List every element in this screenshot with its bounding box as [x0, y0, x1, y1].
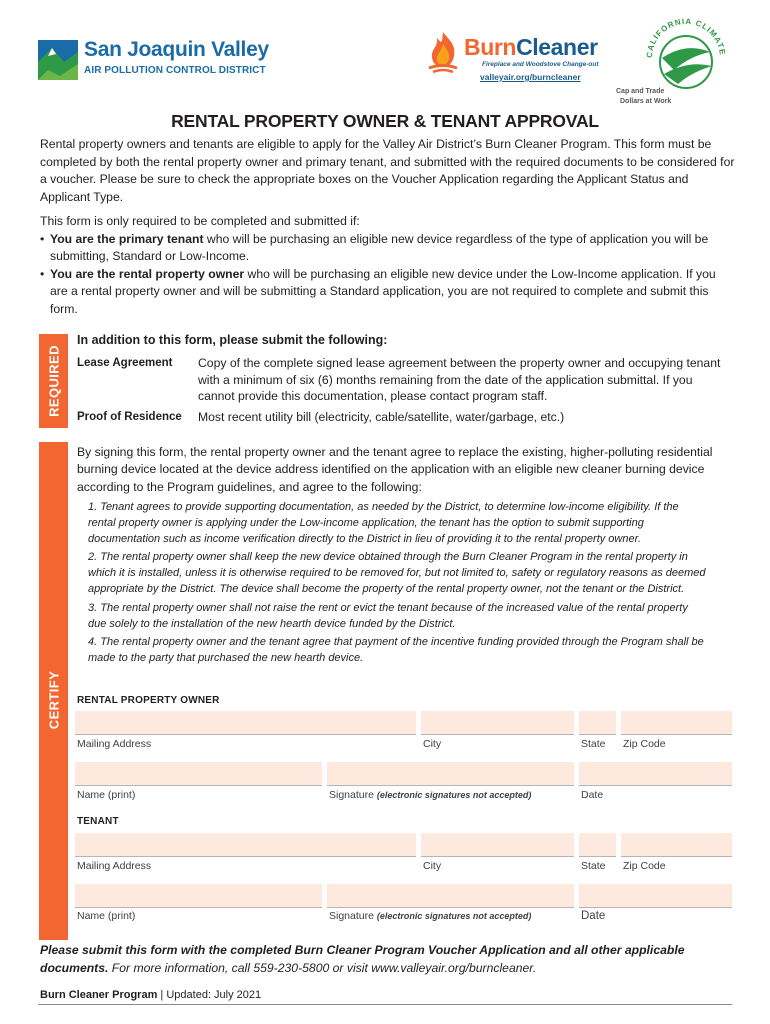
tenant-state-label: State: [581, 860, 606, 872]
certify-band: [39, 442, 68, 940]
owner-date-label: Date: [581, 789, 604, 801]
tenant-name-field[interactable]: [75, 884, 322, 908]
owner-state-field[interactable]: [579, 711, 616, 735]
tenant-mailing-address-field[interactable]: [75, 833, 416, 857]
required-item-text: Most recent utility bill (electricity, cable/satellite, water/garbage, etc.): [198, 410, 565, 424]
owner-section-label: RENTAL PROPERTY OWNER: [77, 695, 220, 706]
owner-mailing-address-field[interactable]: [75, 711, 416, 735]
cci-arc-text: CALIFORNIA CLIMATE: [644, 18, 727, 59]
bullet-item: • You are the rental property owner who will be purchasing an eligible new device under the Low-Income application. If you are a rental property owner and will be submitting a Standard application, you are not required to complete and submit this form.: [40, 266, 735, 319]
sjv-apcd-logo: [38, 38, 268, 82]
certify-list: [88, 500, 708, 670]
required-item-lease: [77, 355, 727, 405]
california-climate-investments-logo: [612, 18, 730, 110]
certify-item: 4. The rental property owner and the tenant agree that payment of the incentive funding provided through the Program shall be made to the party that purchased the new hearth device.: [88, 636, 704, 665]
owner-zip-field[interactable]: [621, 711, 732, 735]
burn-cleaner-title: BurnCleaner: [464, 34, 598, 60]
burn-cleaner-url-link[interactable]: valleyair.org/burncleaner: [480, 72, 581, 82]
required-item-proof: [77, 409, 727, 429]
owner-city-field[interactable]: [421, 711, 574, 735]
tenant-city-label: City: [423, 860, 442, 872]
cci-caption-line-1: Cap and Trade: [616, 88, 665, 95]
tenant-zip-field[interactable]: [621, 833, 732, 857]
sjv-subtitle: AIR POLLUTION CONTROL DISTRICT: [84, 65, 266, 76]
tenant-date-label: Date: [581, 910, 606, 922]
owner-signature-field[interactable]: [327, 762, 574, 786]
required-item-label: Lease Agreement: [77, 357, 173, 369]
certify-paragraph: By signing this form, the rental property owner and the tenant agree to replace the existing, higher-polluting residential burning device located at the device address identified on the application with an eligible new cleaner burning device according to the Program guidelines, and agree to the following:: [77, 445, 713, 494]
tenant-mailing-address-label: Mailing Address: [77, 860, 152, 872]
certify-item: 1. Tenant agrees to provide supporting documentation, as needed by the District, to determine low-income eligibility. If the rental property owner is applying under the Low-income application, the tenant has the option to submit supporting documentation such as income verification directly to the District in lieu of providing it to the rental property owner.: [88, 501, 679, 545]
tenant-state-field[interactable]: [579, 833, 616, 857]
tenant-signature-label: Signature (electronic signatures not accepted): [329, 910, 532, 922]
footer-updated: Updated: July 2021: [166, 989, 262, 1001]
owner-mailing-address-label: Mailing Address: [77, 738, 152, 750]
required-item-label: Proof of Residence: [77, 411, 182, 423]
burn-cleaner-logo: [424, 30, 614, 88]
required-band-label: REQUIRED: [46, 345, 61, 417]
tenant-signature-field[interactable]: [327, 884, 574, 908]
footer-separator: |: [157, 989, 167, 1001]
certify-band-label: CERTIFY: [46, 670, 61, 730]
owner-city-label: City: [423, 738, 442, 750]
page-title: RENTAL PROPERTY OWNER & TENANT APPROVAL: [171, 111, 599, 131]
bullet-item: • You are the primary tenant who will be purchasing an eligible new device regardless of the type of application you will be submitting, Standard or Low-Income.: [40, 231, 735, 266]
owner-name-field[interactable]: [75, 762, 322, 786]
required-band: [39, 334, 68, 428]
owner-signature-label: Signature (electronic signatures not accepted): [329, 789, 532, 801]
owner-state-label: State: [581, 738, 606, 750]
required-item-text: Copy of the complete signed lease agreement between the property owner and occupying tenant with a minimum of six (6) months remaining from the date of the application submittal. If you cannot provide this documentation, please contact program staff.: [198, 356, 721, 404]
certify-item: 3. The rental property owner shall not raise the rent or evict the tenant because of the increased value of the rental property due solely to the installation of the new hearth device funded by the District.: [88, 601, 688, 630]
tenant-section-label: TENANT: [77, 816, 119, 827]
owner-date-field[interactable]: [579, 762, 732, 786]
flame-icon: [424, 30, 462, 74]
cci-caption-line-2: Dollars at Work: [620, 98, 672, 105]
owner-zip-label: Zip Code: [623, 738, 666, 750]
footer-program: Burn Cleaner Program: [40, 989, 158, 1001]
tenant-date-field[interactable]: [579, 884, 732, 908]
requirement-intro-text: This form is only required to be completed and submitted if:: [40, 214, 360, 228]
sjv-title: San Joaquin Valley: [84, 38, 269, 61]
tenant-city-field[interactable]: [421, 833, 574, 857]
tenant-zip-label: Zip Code: [623, 860, 666, 872]
requirement-intro: [40, 213, 735, 319]
footer-divider: [38, 1004, 732, 1005]
required-heading: In addition to this form, please submit the following:: [77, 333, 388, 347]
certify-item: 2. The rental property owner shall keep the new device obtained through the Burn Cleaner Program in the rental property in which it is installed, unless it is otherwise required to be removed for, but not limited to, safety or regulatory reasons as deemed appropriate by the District. The device shall become the property of the rental property owner, not the tenant or the District.: [88, 551, 706, 595]
owner-name-label: Name (print): [77, 789, 136, 801]
tenant-name-label: Name (print): [77, 910, 136, 922]
mountain-icon: [38, 40, 78, 80]
footer-line: [40, 989, 261, 1001]
burn-cleaner-tagline: Fireplace and Woodstove Change-out: [482, 61, 599, 68]
intro-paragraph: Rental property owners and tenants are eligible to apply for the Valley Air District’s Burn Cleaner Program. This form must be completed by both the rental property owner and primary tenant, and submitted with the required documents to be considered for a voucher. Please be sure to check the appropriate boxes on the Voucher Application regarding the Applicant Status and Applicant Type.: [40, 137, 735, 204]
climate-investments-emblem-icon: [612, 18, 730, 110]
submit-note: Please submit this form with the completed Burn Cleaner Program Voucher Application and all other applicable documents. For more information, call 559-230-5800 or visit www.valleyair.org/burncleaner.: [40, 943, 685, 975]
